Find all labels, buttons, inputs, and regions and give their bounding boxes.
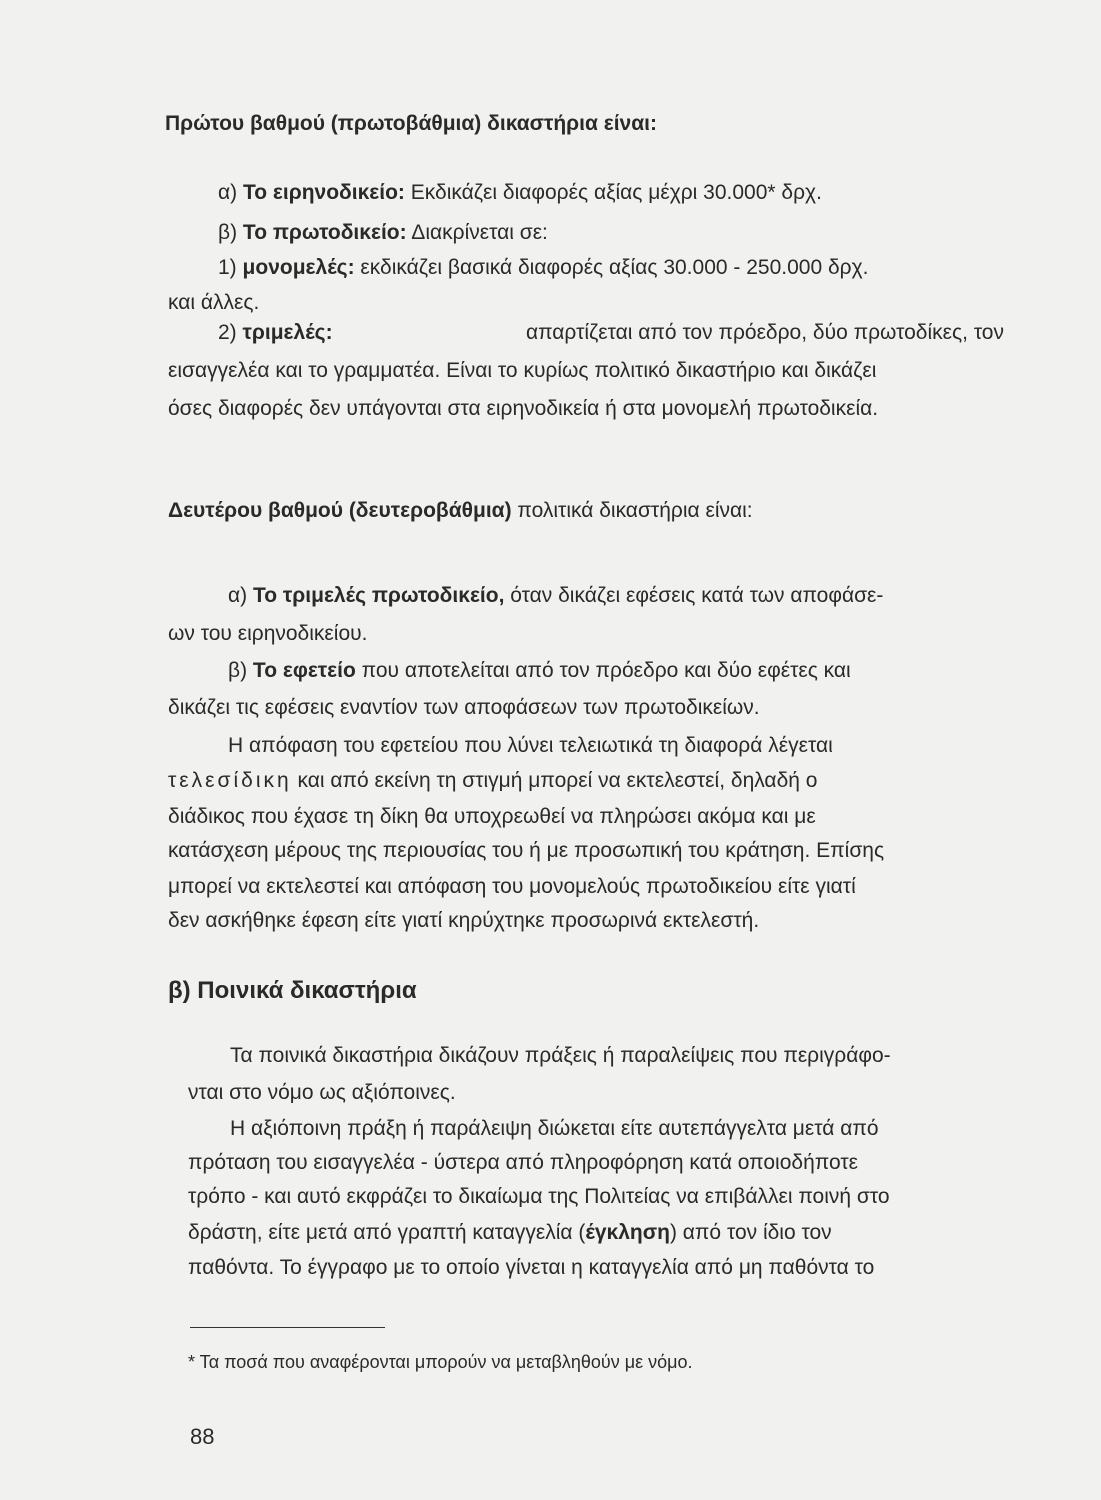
section2-para-line6: δεν ασκήθηκε έφεση είτε γιατί κηρύχτηκε προσωρινά εκτελεστή.	[168, 909, 760, 932]
s2-item-b-bold: Το εφετείο	[252, 659, 356, 682]
item-2-bold: τριμελές:	[242, 321, 333, 344]
s2-item-a-prefix: α)	[228, 584, 253, 607]
item-2-text: απαρτίζεται από τον πρόεδρο, δύο πρωτοδίκες, τον	[525, 321, 1004, 344]
section2-heading-bold: Δευτέρου βαθμού (δευτεροβάθμια)	[168, 499, 512, 522]
item-b-text: Διακρίνεται σε:	[406, 221, 548, 244]
section3-p1-line2: νται στο νόμο ως αξιόποινες.	[188, 1081, 456, 1104]
section3-p2-line4-a: δράστη, είτε μετά από γραπτή καταγγελία (	[188, 1221, 586, 1244]
section2-para-line3: διάδικος που έχασε τη δίκη θα υποχρεωθεί να πληρώσει ακόμα και με	[168, 805, 816, 828]
item-1-prefix: 1)	[218, 256, 243, 279]
page-number: 88	[190, 1424, 215, 1449]
item-a-text: Εκδικάζει διαφορές αξίας μέχρι 30.000* δρχ.	[404, 181, 822, 204]
section3-p2-line3: τρόπο - και αυτό εκφράζει το δικαίωμα της Πολιτείας να επιβάλλει ποινή στο	[188, 1185, 890, 1208]
section1-item-2-line2: εισαγγελέα και το γραμματέα. Είναι το κυρίως πολιτικό δικαστήριο και δικάζει	[168, 359, 877, 382]
section2-para-line1: Η απόφαση του εφετείου που λύνει τελειωτικά τη διαφορά λέγεται	[228, 734, 833, 757]
section3-p2-line2: πρόταση του εισαγγελέα - ύστερα από πληροφόρηση κατά οποιοδήποτε	[188, 1151, 858, 1174]
section3-p2-line1: Η αξιόποινη πράξη ή παράλειψη διώκεται είτε αυτεπάγγελτα μετά από	[230, 1117, 879, 1140]
item-2-prefix: 2)	[218, 321, 243, 344]
s2-item-a-bold: Το τριμελές πρωτοδικείο,	[252, 584, 505, 607]
section2-para-line2-text: και από εκείνη τη στιγμή μπορεί να εκτελεστεί, δηλαδή ο	[291, 769, 818, 792]
section2-heading-text: πολιτικά δικαστήρια είναι:	[511, 499, 753, 522]
section3-title: β) Ποινικά δικαστήρια	[168, 977, 417, 1004]
item-1-bold: μονομελές:	[242, 256, 355, 279]
section1-item-1-cont: και άλλες.	[168, 291, 260, 314]
section2-heading	[168, 500, 753, 521]
item-1-text: εκδικάζει βασικά διαφορές αξίας 30.000 - 250.000 δρχ.	[354, 256, 869, 279]
section3-p2-line4-c: ) από τον ίδιο τον	[669, 1221, 832, 1244]
item-b-prefix: β)	[218, 221, 243, 244]
footnote: * Τα ποσά που αναφέρονται μπορούν να μεταβληθούν με νόμο.	[188, 1352, 693, 1372]
s2-item-b-text: που αποτελείται από τον πρόεδρο και δύο εφέτες και	[355, 659, 851, 682]
section2-item-a-cont: ων του ειρηνοδικείου.	[168, 622, 368, 645]
section1-item-a	[218, 182, 822, 203]
section2-item-b	[228, 660, 851, 681]
s2-item-a-text: όταν δικάζει εφέσεις κατά των αποφάσε-	[504, 584, 884, 607]
section2-item-a	[228, 585, 883, 606]
section1-item-b	[218, 222, 548, 243]
section3-p2-line5: παθόντα. Το έγγραφο με το οποίο γίνεται η καταγγελία από μη παθόντα το	[188, 1256, 875, 1279]
term-egklisi: έγκληση	[585, 1221, 670, 1244]
section1-item-2-line3: όσες διαφορές δεν υπάγονται στα ειρηνοδικεία ή στα μονομελή πρωτοδικεία.	[168, 397, 879, 420]
item-a-prefix: α)	[218, 181, 243, 204]
section3-p1-line1: Τα ποινικά δικαστήρια δικάζουν πράξεις ή παραλείψεις που περιγράφο-	[230, 1044, 891, 1067]
section3-p2-line4	[188, 1222, 832, 1243]
term-telesidiki: τελεσίδικη	[168, 769, 292, 792]
section1-item-2	[218, 322, 1004, 343]
s2-item-b-prefix: β)	[228, 659, 253, 682]
section2-item-b-cont: δικάζει τις εφέσεις εναντίον των αποφάσεων των πρωτοδικείων.	[168, 696, 760, 719]
section1-item-1	[218, 257, 868, 278]
section2-para-line5: μπορεί να εκτελεστεί και απόφαση του μονομελούς πρωτοδικείου είτε γιατί	[168, 875, 856, 898]
item-a-bold: Το ειρηνοδικείο:	[242, 181, 405, 204]
section2-para-line4: κατάσχεση μέρους της περιουσίας του ή με προσωπική του κράτηση. Επίσης	[168, 839, 885, 862]
footnote-divider	[190, 1327, 385, 1328]
section2-para-line2	[168, 770, 817, 791]
section1-heading: Πρώτου βαθμού (πρωτοβάθμια) δικαστήρια είναι:	[165, 112, 657, 135]
item-b-bold: Το πρωτοδικείο:	[242, 221, 407, 244]
